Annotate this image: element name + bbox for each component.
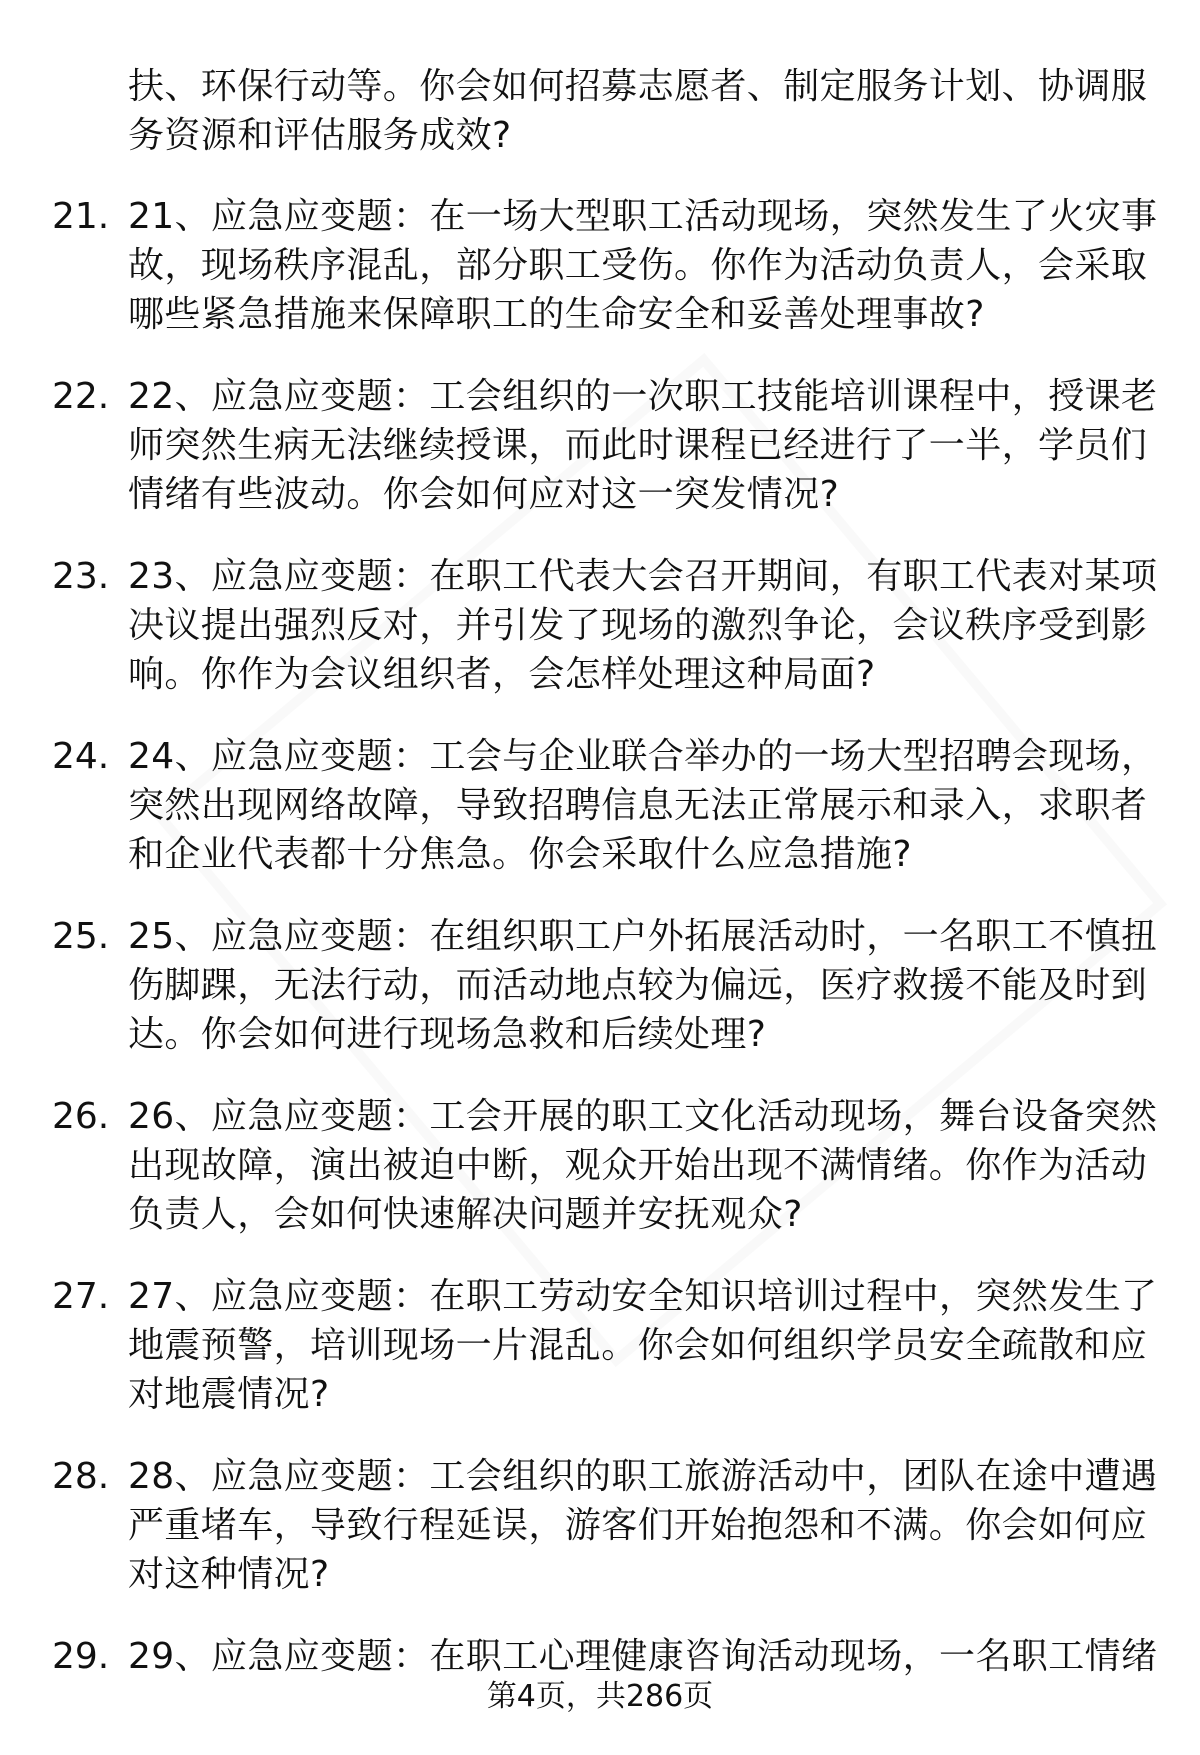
text-line: 师突然生病无法继续授课，而此时课程已经进行了一半，学员们 — [128, 425, 1148, 466]
page-number: 第4页，共286页 — [486, 1679, 714, 1714]
text-line: 负责人，会如何快速解决问题并安抚观众? — [128, 1194, 803, 1235]
text-line: 27、应急应变题：在职工劳动安全知识培训过程中，突然发生了 — [128, 1276, 1158, 1317]
item-number: 24. — [52, 736, 110, 777]
question-item — [128, 732, 1158, 879]
item-number: 28. — [52, 1456, 110, 1497]
item-number: 21. — [52, 196, 110, 237]
text-line: 对地震情况? — [128, 1374, 330, 1415]
text-line: 决议提出强烈反对，并引发了现场的激烈争论，会议秩序受到影 — [128, 605, 1148, 646]
text-line: 28、应急应变题：工会组织的职工旅游活动中，团队在途中遭遇 — [128, 1456, 1158, 1497]
text-line: 29、应急应变题：在职工心理健康咨询活动现场，一名职工情绪 — [128, 1636, 1158, 1677]
text-line: 出现故障，演出被迫中断，观众开始出现不满情绪。你作为活动 — [128, 1145, 1148, 1186]
question-item — [128, 912, 1158, 1059]
question-item — [128, 552, 1158, 699]
text-line: 21、应急应变题：在一场大型职工活动现场，突然发生了火灾事 — [128, 196, 1158, 237]
question-item — [128, 1272, 1158, 1419]
text-line: 地震预警，培训现场一片混乱。你会如何组织学员安全疏散和应 — [128, 1325, 1148, 1366]
text-line: 扶、环保行动等。你会如何招募志愿者、制定服务计划、协调服 — [128, 66, 1148, 107]
text-line: 对这种情况? — [128, 1554, 330, 1595]
continuation-paragraph — [128, 62, 1148, 160]
text-line: 哪些紧急措施来保障职工的生命安全和妥善处理事故? — [128, 294, 985, 335]
text-line: 务资源和评估服务成效? — [128, 115, 512, 156]
item-number: 27. — [52, 1276, 110, 1317]
question-item — [128, 192, 1158, 339]
text-line: 情绪有些波动。你会如何应对这一突发情况? — [128, 474, 840, 515]
text-line: 故，现场秩序混乱，部分职工受伤。你作为活动负责人，会采取 — [128, 245, 1148, 286]
text-line: 伤脚踝，无法行动，而活动地点较为偏远，医疗救援不能及时到 — [128, 965, 1148, 1006]
text-line: 25、应急应变题：在组织职工户外拓展活动时，一名职工不慎扭 — [128, 916, 1158, 957]
text-line: 24、应急应变题：工会与企业联合举办的一场大型招聘会现场， — [128, 736, 1158, 777]
text-line: 突然出现网络故障，导致招聘信息无法正常展示和录入，求职者 — [128, 785, 1148, 826]
question-item — [128, 1092, 1158, 1239]
text-line: 22、应急应变题：工会组织的一次职工技能培训课程中，授课老 — [128, 376, 1158, 417]
question-item — [128, 372, 1158, 519]
item-number: 22. — [52, 376, 110, 417]
text-line: 和企业代表都十分焦急。你会采取什么应急措施? — [128, 834, 912, 875]
text-line: 严重堵车，导致行程延误，游客们开始抱怨和不满。你会如何应 — [128, 1505, 1148, 1546]
item-number: 29. — [52, 1636, 110, 1677]
question-item — [128, 1452, 1158, 1599]
item-number: 25. — [52, 916, 110, 957]
text-line: 23、应急应变题：在职工代表大会召开期间，有职工代表对某项 — [128, 556, 1158, 597]
text-line: 响。你作为会议组织者，会怎样处理这种局面? — [128, 654, 876, 695]
text-line: 达。你会如何进行现场急救和后续处理? — [128, 1014, 767, 1055]
item-number: 23. — [52, 556, 110, 597]
item-number: 26. — [52, 1096, 110, 1137]
text-line: 26、应急应变题：工会开展的职工文化活动现场，舞台设备突然 — [128, 1096, 1158, 1137]
